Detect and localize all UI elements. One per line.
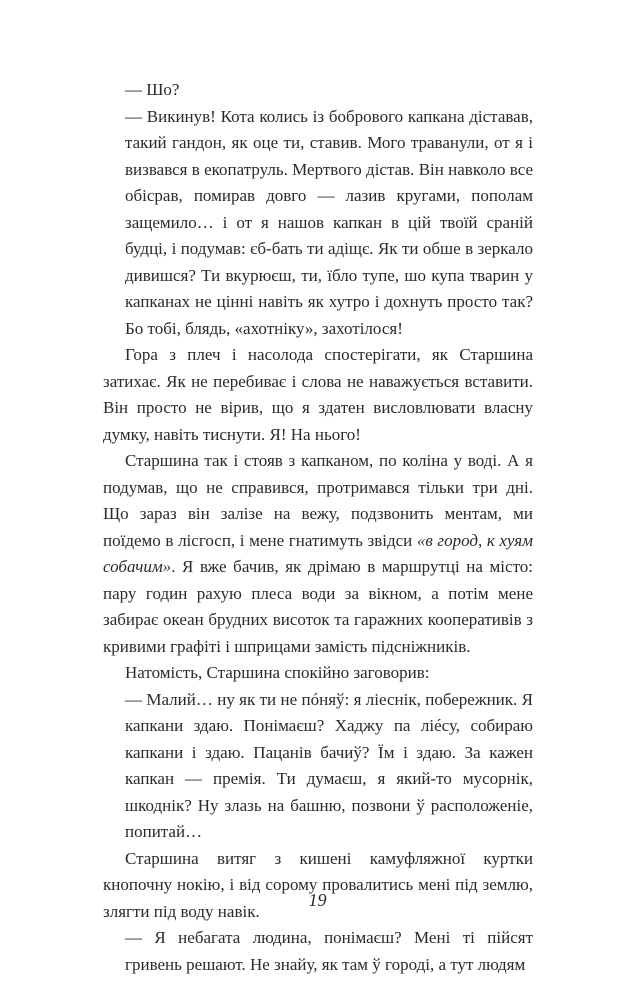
paragraph: Гора з плеч і насолода спостерігати, як Старшина затихає. Як не перебиває і слова не наважується вставити. Він просто не вірив, що я здатен висловлювати власну думку, навіть тиснути. Я! На нього! [103, 345, 533, 444]
paragraph: — Я небагата людина, понімаєш? Мені ті пійсят гривень решают. Не знайу, як там ў городі, а тут людям [125, 928, 533, 974]
page-text [103, 77, 533, 978]
paragraph: Старшина витяг з кишені камуфляжної куртки кнопочну нокію, і від сорому провалитись мені під землю, злягти під воду навік. [103, 848, 533, 921]
paragraph: — Шо? [125, 80, 180, 99]
paragraph: Натомість, Старшина спокійно заговорив: [125, 663, 430, 682]
paragraph [103, 448, 533, 660]
page-number: 19 [308, 890, 327, 910]
paragraph: — Малий… ну як ти не пóняў: я ліеснік, побережник. Я капкани здаю. Понімаєш? Хаджу па ліéсу, собираю капкани і здаю. Пацанів бачиў? Їм і здаю. За кажен капкан — премія. Ти думаєш, я який-то мусорнік, шкоднік? Ну злазь на башню, позвони ў расположеніе, попитай… [125, 689, 533, 841]
paragraph: — Викинув! Кота колись із бобрового капкана діставав, такий гандон, як оце ти, ставив. Мого траванули, от я і визвався в екопатруль. Мертвого дістав. Він навколо все обісрав, помирав довго — лазив кругами, пополам защемило… і от я нашов капкан в цій твоїй сраній будці, і подумав: єб-бать ти адіщє. Як ти обше в зеркало дивишся? Ти вкуpюєш, ти, їбло тупе, шо купа тварин у капканах не цінні навіть як хутро і дохнуть просто так? Бо тобі, блядь, «ахотніку», захотілося! [125, 106, 533, 338]
paragraph-text: . Я вже бачив, як дрімаю в маршрутці на місто: пару годин рахую плеса води за вікном, а потім мене забирає океан брудних висоток та гаражних кооперативів з кривими графіті і шприцами замість підсніжників. [103, 557, 533, 656]
italic-quote: «в город, к хуям собачим» [103, 530, 533, 576]
paragraph-text: Старшина так і стояв з капканом, по коліна у воді. А я подумав, що не справився, протримався тільки три дні. Що зараз він залізе на вежу, подзвонить ментам, ми поїдемо в лісгосп, і мене гнатимуть звідси [103, 451, 533, 550]
